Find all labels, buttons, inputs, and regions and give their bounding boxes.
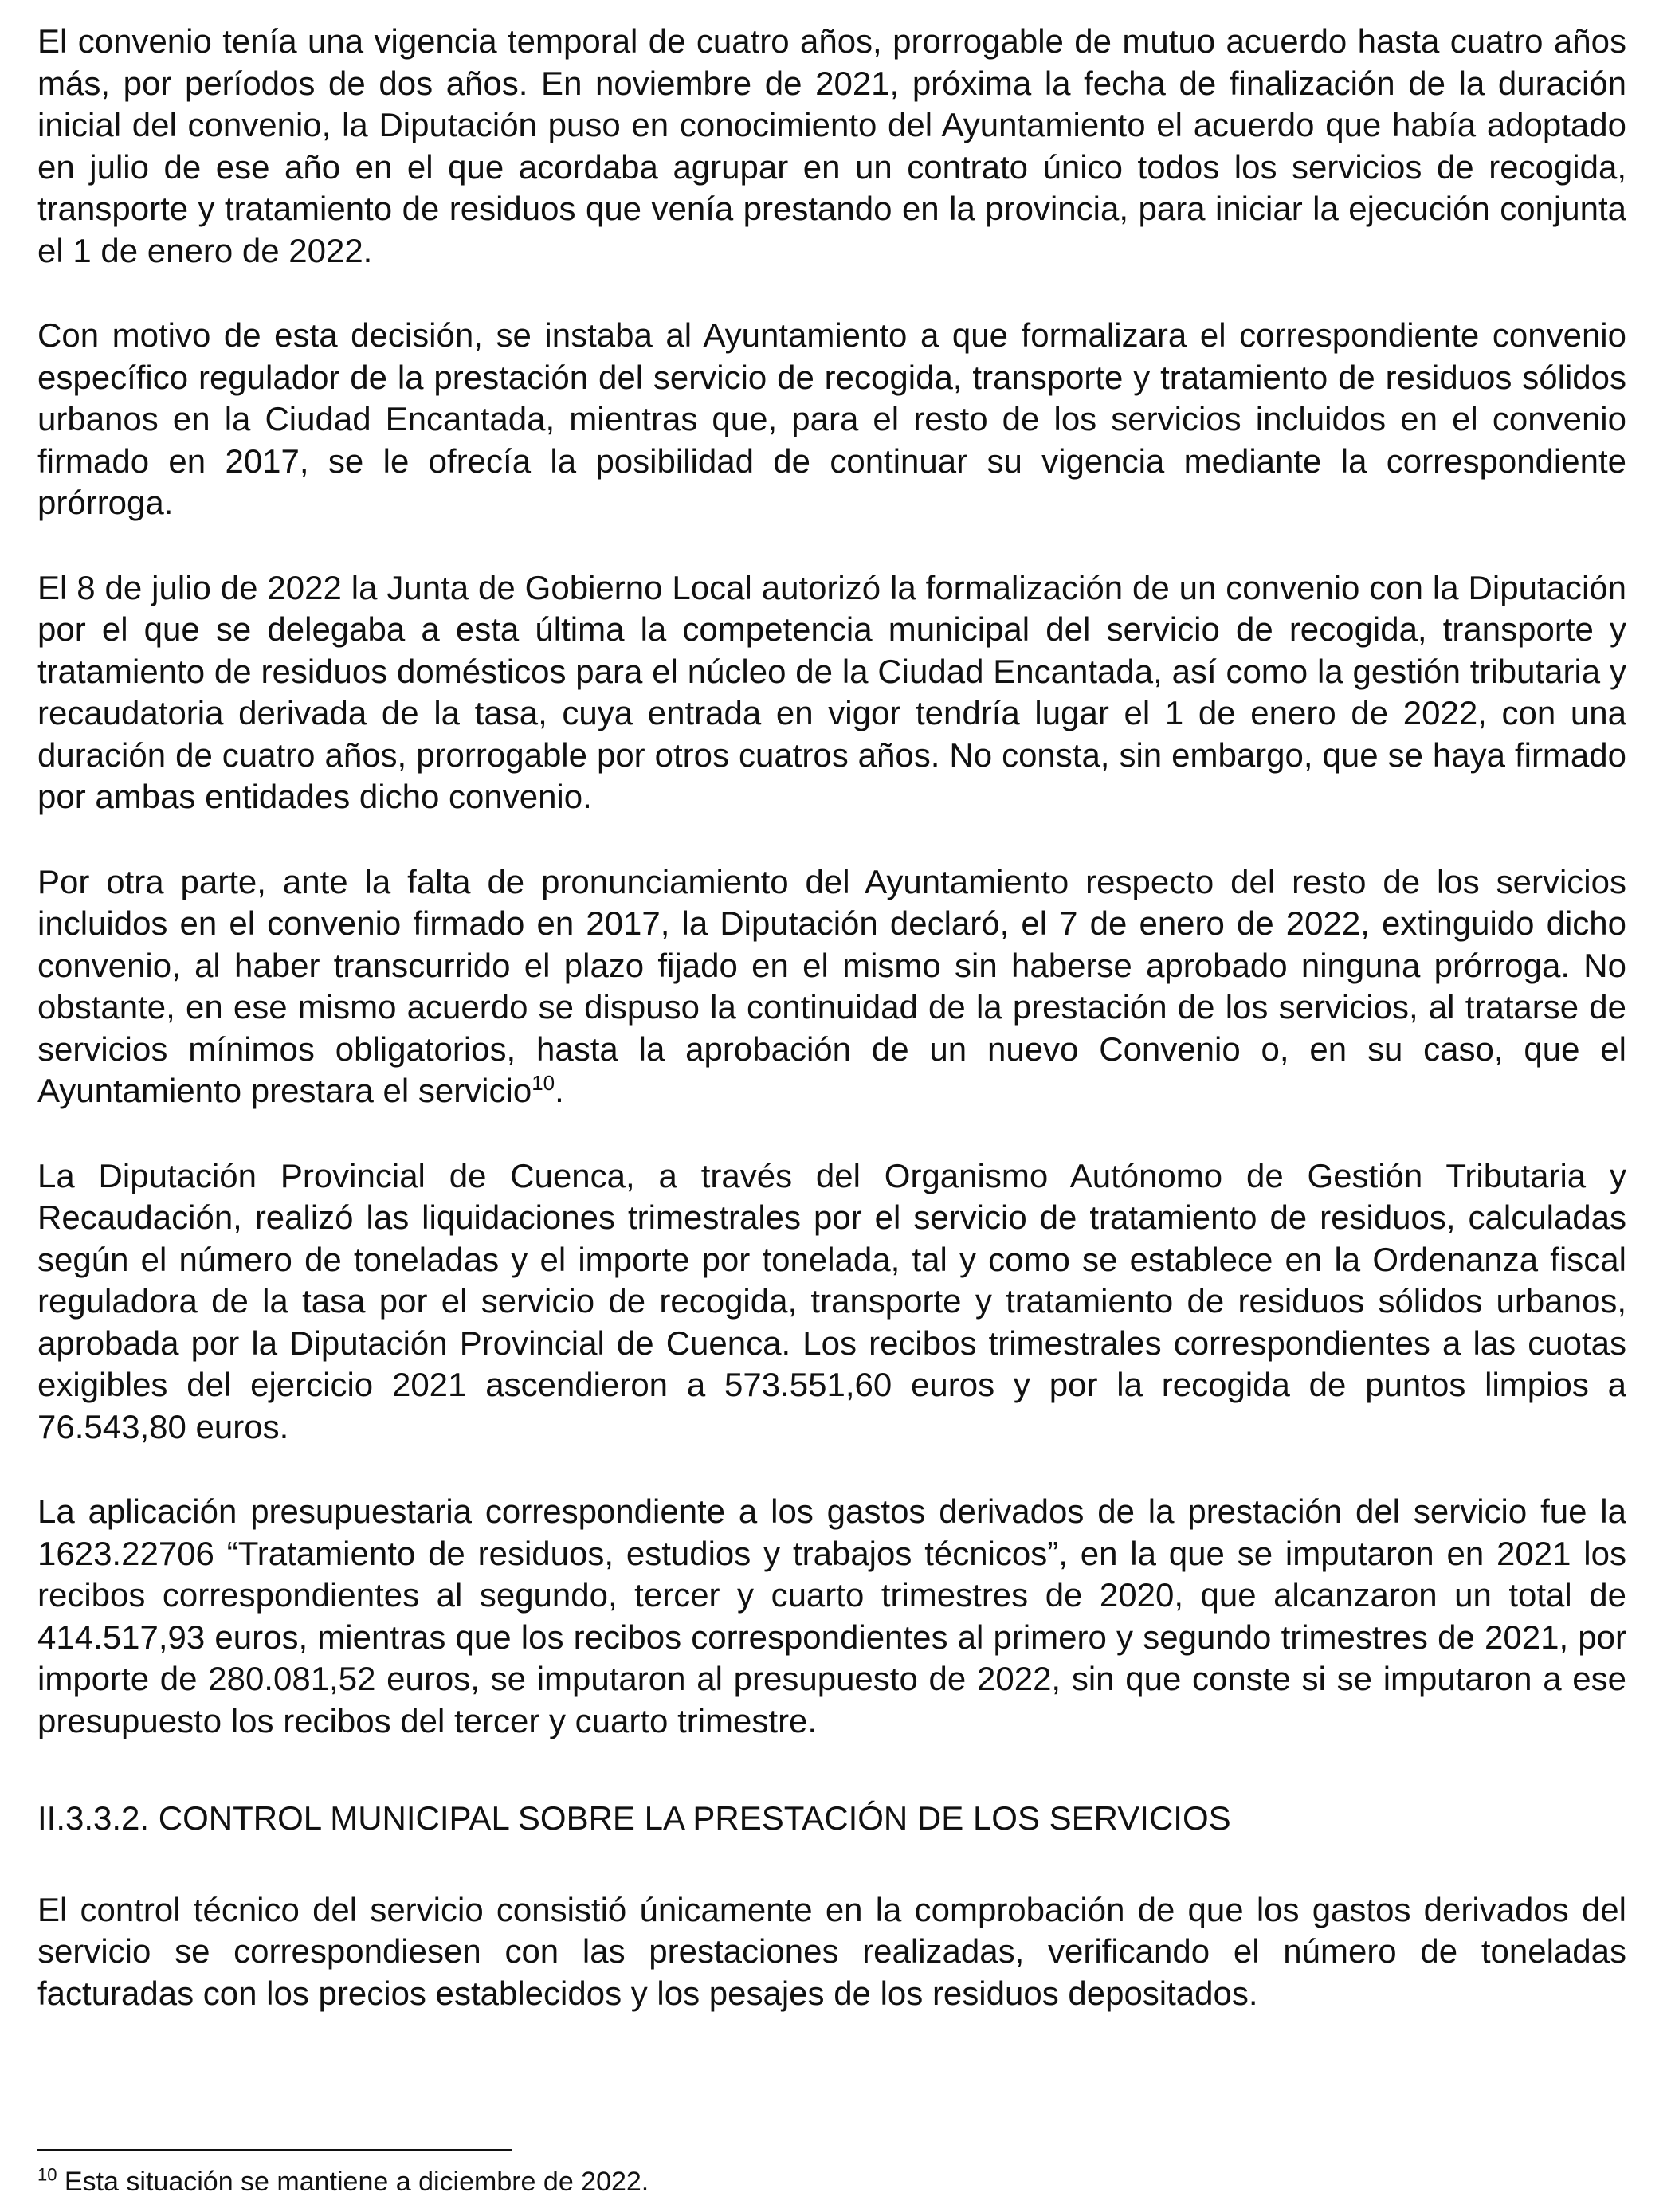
paragraph-junta-gobierno: El 8 de julio de 2022 la Junta de Gobierno Local autorizó la formalización de un convenio con la Diputación por el que se delegaba a esta última la competencia municipal del servicio de recogida, transporte y tratamiento de residuos domésticos para el núcleo de la Ciudad Encantada, así como la gestión tributaria y recaudatoria derivada de la tasa, cuya entrada en vigor tendría lugar el 1 de enero de 2022, con una duración de cuatro años, prorrogable por otros cuatros años. No consta, sin embargo, que se haya firmado por ambas entidades dicho convenio. [37,568,1626,815]
paragraph-extincion-end: . [555,1072,564,1109]
section-heading: II.3.3.2. CONTROL MUNICIPAL SOBRE LA PRESTACIÓN DE LOS SERVICIOS [37,1799,1231,1837]
footnote-divider [37,2149,512,2151]
paragraph-liquidaciones: La Diputación Provincial de Cuenca, a través del Organismo Autónomo de Gestión Tributaria y Recaudación, realizó las liquidaciones trimestrales por el servicio de tratamiento de residuos, calculadas según el número de toneladas y el importe por tonelada, tal y como se establece en la Ordenanza fiscal reguladora de la tasa por el servicio de recogida, transporte y tratamiento de residuos sólidos urbanos, aprobada por la Diputación Provincial de Cuenca. Los recibos trimestrales correspondientes a las cuotas exigibles del ejercicio 2021 ascendieron a 573.551,60 euros y por la recogida de puntos limpios a 76.543,80 euros. [37,1156,1626,1445]
paragraph-aplicacion-presupuestaria: La aplicación presupuestaria correspondiente a los gastos derivados de la prestación del servicio fue la 1623.22706 “Tratamiento de residuos, estudios y trabajos técnicos”, en la que se imputaron en 2021 los recibos correspondientes al segundo, tercer y cuarto trimestres de 2020, que alcanzaron un total de 414.517,93 euros, mientras que los recibos correspondientes al primero y segundo trimestres de 2021, por importe de 280.081,52 euros, se imputaron al presupuesto de 2022, sin que conste si se imputaron a ese presupuesto los recibos del tercer y cuarto trimestre. [37,1492,1626,1739]
document-page [37,21,1626,2014]
footnote-number: 10 [37,2164,57,2185]
footnote-text: Esta situación se mantiene a diciembre de 2022. [57,2167,649,2197]
paragraph-control-tecnico: El control técnico del servicio consistió únicamente en la comprobación de que los gastos derivados del servicio se correspondiesen con las prestaciones realizadas, verificando el número de toneladas facturadas con los precios establecidos y los pesajes de los residuos depositados. [37,1890,1626,2012]
paragraph-extincion-convenio [37,861,1626,1112]
footnote [37,2164,649,2199]
paragraph-motivo-decision: Con motivo de esta decisión, se instaba al Ayuntamiento a que formalizara el correspondiente convenio específico regulador de la prestación del servicio de recogida, transporte y tratamiento de residuos sólidos urbanos en la Ciudad Encantada, mientras que, para el resto de los servicios incluidos en el convenio firmado en 2017, se le ofrecía la posibilidad de continuar su vigencia mediante la correspondiente prórroga. [37,316,1626,521]
paragraph-convenio-vigencia: El convenio tenía una vigencia temporal de cuatro años, prorrogable de mutuo acuerdo hasta cuatro años más, por períodos de dos años. En noviembre de 2021, próxima la fecha de finalización de la duración inicial del convenio, la Diputación puso en conocimiento del Ayuntamiento el acuerdo que había adoptado en julio de ese año en el que acordaba agrupar en un contrato único todos los servicios de recogida, transporte y tratamiento de residuos que venía prestando en la provincia, para iniciar la ejecución conjunta el 1 de enero de 2022. [37,22,1626,269]
paragraph-extincion-text: Por otra parte, ante la falta de pronunciamiento del Ayuntamiento respecto del resto de los servicios incluidos en el convenio firmado en 2017, la Diputación declaró, el 7 de enero de 2022, extinguido dicho convenio, al haber transcurrido el plazo fijado en el mismo sin haberse aprobado ninguna prórroga. No obstante, en ese mismo acuerdo se dispuso la continuidad de la prestación de los servicios, al tratarse de servicios mínimos obligatorios, hasta la aprobación de un nuevo Convenio o, en su caso, que el Ayuntamiento prestara el servicio [37,862,1626,1109]
footnote-reference[interactable]: 10 [532,1071,555,1095]
